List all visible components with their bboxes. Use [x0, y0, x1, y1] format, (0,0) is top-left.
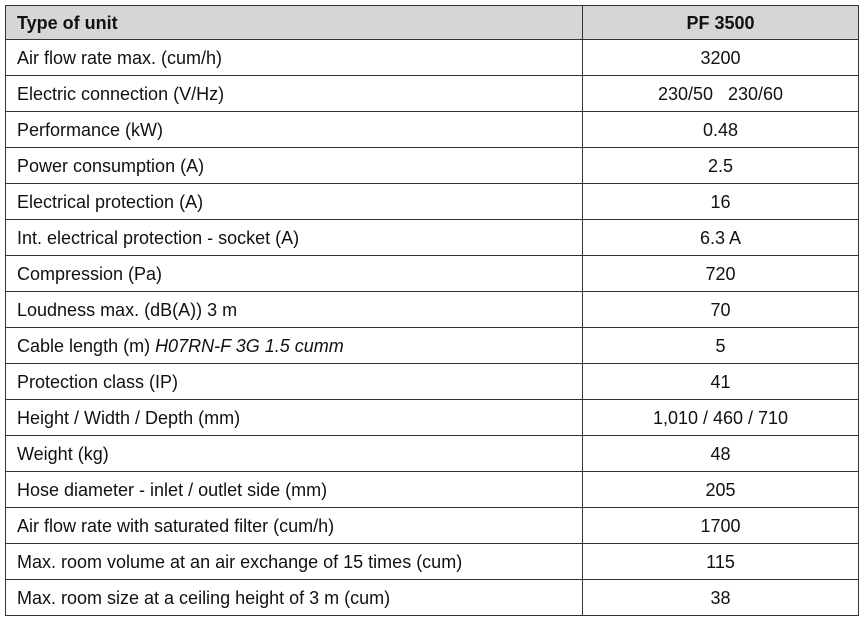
row-label-text: Protection class (IP)	[17, 371, 179, 392]
row-label-text: Max. room volume at an air exchange of 15 times (cum)	[17, 551, 463, 572]
row-value: 115	[583, 544, 859, 580]
row-value: 205	[583, 472, 859, 508]
table-row	[6, 328, 859, 364]
row-label	[6, 184, 583, 220]
row-value: 70	[583, 292, 859, 328]
row-label	[6, 580, 583, 616]
row-value: 1700	[583, 508, 859, 544]
row-label	[6, 76, 583, 112]
row-label-text: Electric connection (V/Hz)	[17, 83, 225, 104]
row-label	[6, 328, 583, 364]
row-label-text: Compression (Pa)	[17, 263, 163, 284]
row-label-text: Height / Width / Depth (mm)	[17, 407, 241, 428]
row-label	[6, 148, 583, 184]
spec-table-body	[6, 40, 859, 616]
table-row	[6, 364, 859, 400]
row-label-text: Electrical protection (A)	[17, 191, 204, 212]
row-label-text: Air flow rate with saturated filter (cum/h)	[17, 515, 335, 536]
table-row	[6, 544, 859, 580]
row-label	[6, 364, 583, 400]
row-label-text: Weight (kg)	[17, 443, 109, 464]
row-value: 16	[583, 184, 859, 220]
row-label	[6, 436, 583, 472]
row-value: 2.5	[583, 148, 859, 184]
row-label	[6, 220, 583, 256]
row-value: 720	[583, 256, 859, 292]
table-row	[6, 40, 859, 76]
table-row	[6, 436, 859, 472]
table-row	[6, 220, 859, 256]
row-label	[6, 400, 583, 436]
row-label	[6, 508, 583, 544]
row-label-text: Max. room size at a ceiling height of 3 m (cum)	[17, 587, 391, 608]
row-value: 0.48	[583, 112, 859, 148]
row-value: 3200	[583, 40, 859, 76]
table-row	[6, 472, 859, 508]
row-label-text: Cable length (m)	[17, 335, 156, 356]
table-row	[6, 508, 859, 544]
table-row	[6, 148, 859, 184]
row-label-text: Air flow rate max. (cum/h)	[17, 47, 223, 68]
row-value: 1,010 / 460 / 710	[583, 400, 859, 436]
row-value: 230/50 230/60	[583, 76, 859, 112]
row-label	[6, 292, 583, 328]
table-row	[6, 400, 859, 436]
row-label	[6, 112, 583, 148]
row-label	[6, 472, 583, 508]
row-value: 48	[583, 436, 859, 472]
row-value: 38	[583, 580, 859, 616]
row-label-text: Hose diameter - inlet / outlet side (mm)	[17, 479, 328, 500]
header-model: PF 3500	[583, 6, 859, 40]
table-row	[6, 184, 859, 220]
row-label-italic: H07RN-F 3G 1.5 cumm	[155, 335, 344, 356]
spec-table	[5, 5, 859, 616]
row-label-text: Int. electrical protection - socket (A)	[17, 227, 300, 248]
table-row	[6, 292, 859, 328]
row-value: 5	[583, 328, 859, 364]
row-label-text: Power consumption (A)	[17, 155, 205, 176]
row-value: 41	[583, 364, 859, 400]
table-row	[6, 76, 859, 112]
header-type-of-unit: Type of unit	[6, 6, 583, 40]
row-label	[6, 256, 583, 292]
table-row	[6, 580, 859, 616]
row-label-text: Loudness max. (dB(A)) 3 m	[17, 299, 238, 320]
row-value: 6.3 A	[583, 220, 859, 256]
row-label	[6, 40, 583, 76]
table-header-row	[6, 6, 859, 40]
table-row	[6, 256, 859, 292]
table-row	[6, 112, 859, 148]
row-label-text: Performance (kW)	[17, 119, 164, 140]
row-label	[6, 544, 583, 580]
